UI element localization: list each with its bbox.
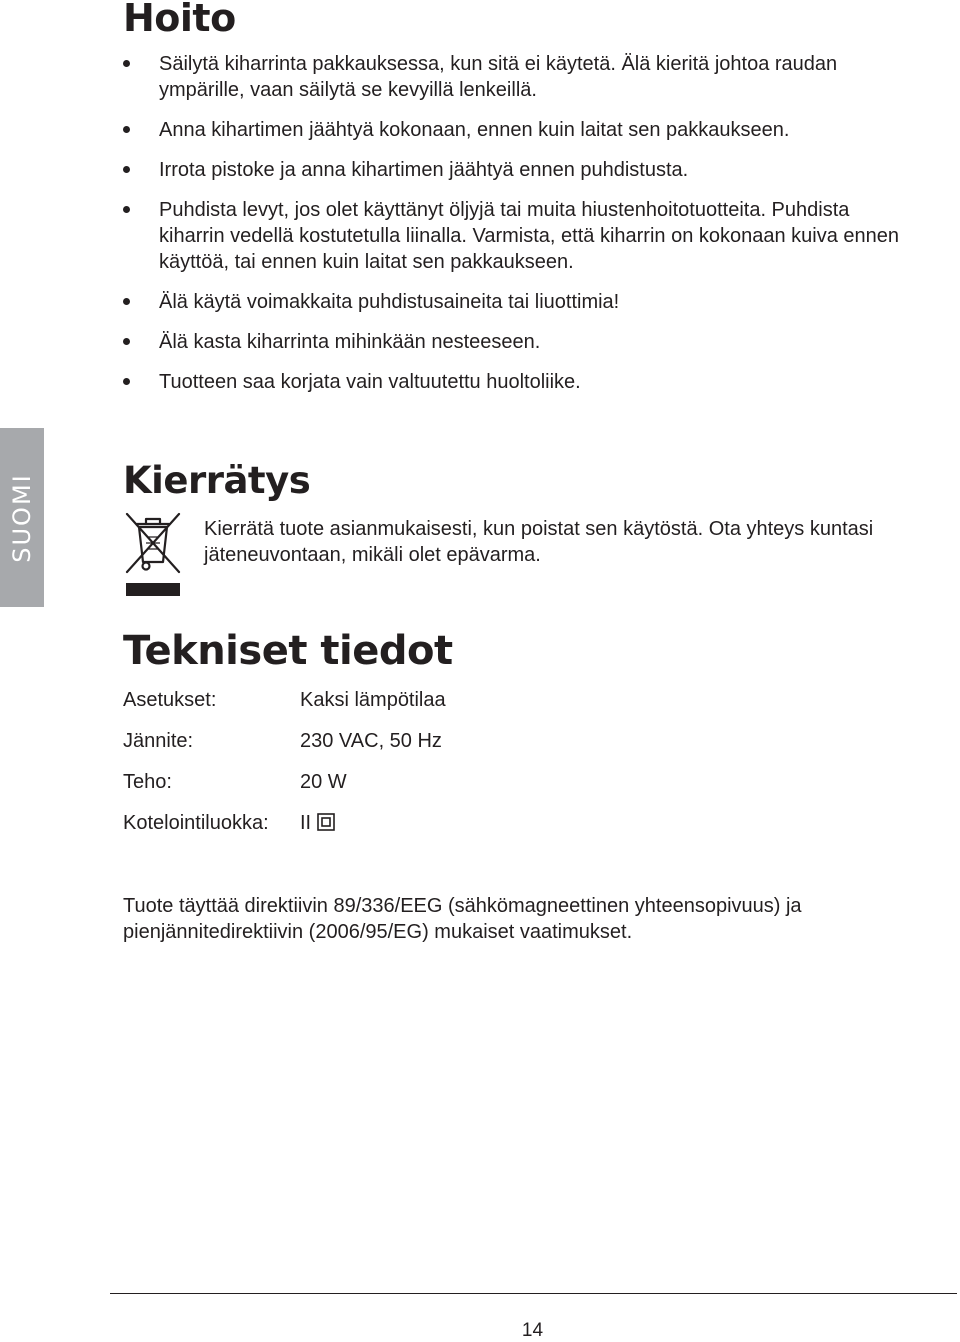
bullet-icon: [123, 206, 130, 213]
spec-value: 230 VAC, 50 Hz: [300, 730, 442, 752]
care-list-item: [123, 197, 913, 275]
care-list-item-text: Älä kasta kiharrinta mihinkään nesteeseen.: [159, 331, 541, 353]
care-list-item: [123, 289, 913, 315]
spec-value: Kaksi lämpötilaa: [300, 689, 446, 711]
specs-heading: Tekniset tiedot: [123, 628, 453, 674]
directive-statement: Tuote täyttää direktiivin 89/336/EEG (sähkömagneettinen yhteensopivuus) ja pienjännitedirektiivin (2006/95/EG) mukaiset vaatimukset.: [123, 895, 802, 943]
care-list-item: [123, 369, 913, 395]
bullet-icon: [123, 126, 130, 133]
care-list: [123, 51, 913, 409]
care-list-item-text: Tuotteen saa korjata vain valtuutettu huoltoliike.: [159, 371, 581, 393]
class-ii-double-insulation-icon: [317, 813, 335, 831]
spec-label: Kotelointiluokka:: [123, 812, 269, 834]
care-list-item-text: Puhdista levyt, jos olet käyttänyt öljyjä tai muita hiustenhoitotuotteita. Puhdista kiharrin vedellä kostutetulla liinalla. Varmista, että kiharrin on kokonaan kuiva ennen käyttöä, tai ennen kuin laitat sen pakkaukseen.: [159, 199, 900, 273]
language-side-tab: [0, 428, 44, 607]
bullet-icon: [123, 298, 130, 305]
spec-label: Asetukset:: [123, 689, 217, 711]
bullet-icon: [123, 378, 130, 385]
care-list-item: [123, 329, 913, 355]
spec-label: Teho:: [123, 771, 172, 793]
bullet-icon: [123, 60, 130, 67]
spec-value: II: [300, 812, 312, 834]
recycling-text: Kierrätä tuote asianmukaisesti, kun poistat sen käytöstä. Ota yhteys kuntasi jäteneuvontaan, mikäli olet epävarma.: [204, 518, 874, 566]
language-tab-label: SUOMI: [8, 472, 36, 563]
spec-label: Jännite:: [123, 730, 194, 752]
care-heading: Hoito: [123, 0, 236, 40]
recycling-heading: Kierrätys: [123, 459, 311, 502]
care-list-item: [123, 157, 913, 183]
care-list-item: [123, 51, 913, 103]
care-list-item: [123, 117, 913, 143]
footer-divider: [110, 1293, 957, 1294]
care-list-item-text: Irrota pistoke ja anna kihartimen jäähtyä ennen puhdistusta.: [159, 159, 689, 181]
bullet-icon: [123, 166, 130, 173]
care-list-item-text: Anna kihartimen jäähtyä kokonaan, ennen kuin laitat sen pakkaukseen.: [159, 119, 790, 141]
bullet-icon: [123, 338, 130, 345]
page-number: 14: [521, 1320, 544, 1341]
spec-value-group: [300, 810, 335, 836]
care-list-item-text: Älä käytä voimakkaita puhdistusaineita tai liuottimia!: [159, 291, 620, 313]
crossed-out-wheelie-bin-icon: [124, 510, 182, 598]
care-list-item-text: Säilytä kiharrinta pakkauksessa, kun sitä ei käytetä. Älä kieritä johtoa raudan ympärille, vaan säilytä se kevyillä lenkeillä.: [159, 53, 838, 101]
spec-value: 20 W: [300, 771, 347, 793]
